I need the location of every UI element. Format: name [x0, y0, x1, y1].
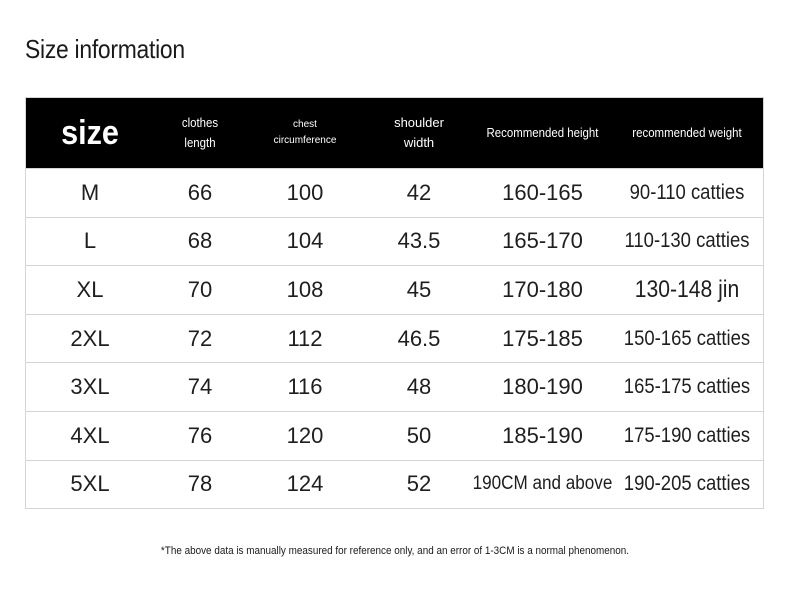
cell-length: 70: [187, 276, 213, 302]
cell-shoulder: 42: [406, 179, 432, 205]
cell-shoulder: 50: [406, 422, 432, 448]
cell-chest: 108: [286, 276, 324, 302]
cell-height: 170-180: [502, 276, 583, 302]
size-table: [25, 97, 764, 509]
header-size: size: [61, 114, 119, 152]
header-shoulder-line1: shoulder: [394, 115, 444, 130]
cell-size: M: [80, 179, 100, 205]
table-row: [26, 265, 763, 314]
cell-height: 175-185: [502, 325, 583, 351]
cell-length: 68: [187, 228, 213, 254]
table-row: [26, 217, 763, 266]
cell-chest: 104: [286, 228, 324, 254]
header-recommended-height: Recommended height: [486, 125, 599, 140]
header-shoulder-width: [364, 98, 474, 168]
cell-chest: 100: [286, 179, 324, 205]
header-shoulder-line2: width: [403, 135, 435, 150]
cell-weight: 175-190 catties: [623, 423, 751, 447]
header-chest-circumference: [246, 98, 364, 168]
page-title: Size information: [25, 34, 185, 64]
cell-weight: 110-130 catties: [624, 229, 750, 253]
cell-shoulder: 48: [406, 374, 432, 400]
cell-size: 4XL: [70, 422, 110, 448]
cell-height: 185-190: [502, 422, 583, 448]
cell-length: 66: [187, 179, 213, 205]
cell-size: 5XL: [70, 471, 110, 497]
cell-height: 165-170: [502, 228, 583, 254]
cell-length: 72: [187, 325, 213, 351]
cell-shoulder: 46.5: [397, 325, 441, 351]
cell-size: L: [83, 228, 97, 254]
cell-shoulder: 45: [406, 276, 432, 302]
cell-height: 180-190: [502, 374, 583, 400]
cell-height: 190CM and above: [472, 473, 613, 495]
cell-weight: 130-148 jin: [634, 275, 740, 303]
cell-weight: 165-175 catties: [623, 375, 751, 399]
header-clothes-length-line2: length: [184, 135, 216, 150]
cell-length: 76: [187, 422, 213, 448]
header-chest-line1: chest: [293, 119, 317, 130]
table-row: [26, 460, 763, 509]
cell-chest: 112: [287, 325, 323, 351]
header-clothes-length: [160, 98, 241, 168]
cell-size: XL: [76, 276, 104, 302]
table-row: [26, 362, 763, 411]
cell-height: 160-165: [502, 179, 583, 205]
header-chest-line2: circumference: [273, 135, 337, 146]
cell-size: 3XL: [70, 374, 110, 400]
footnote: *The above data is manually measured for reference only, and an error of 1-3CM is a normal phenomenon.: [160, 545, 630, 557]
cell-length: 74: [187, 374, 213, 400]
table-row: [26, 314, 763, 363]
header-clothes-length-line1: clothes: [181, 115, 219, 130]
cell-chest: 124: [286, 471, 324, 497]
cell-shoulder: 43.5: [397, 228, 441, 254]
cell-length: 78: [187, 471, 213, 497]
table-header: [26, 98, 763, 168]
cell-chest: 116: [287, 374, 323, 400]
cell-weight: 90-110 catties: [629, 180, 745, 204]
cell-weight: 150-165 catties: [623, 326, 751, 350]
cell-chest: 120: [286, 422, 324, 448]
table-row: [26, 411, 763, 460]
table-row: [26, 168, 763, 217]
header-recommended-weight: recommended weight: [632, 125, 742, 140]
cell-shoulder: 52: [406, 471, 432, 497]
cell-size: 2XL: [70, 325, 110, 351]
cell-weight: 190-205 catties: [623, 472, 751, 496]
